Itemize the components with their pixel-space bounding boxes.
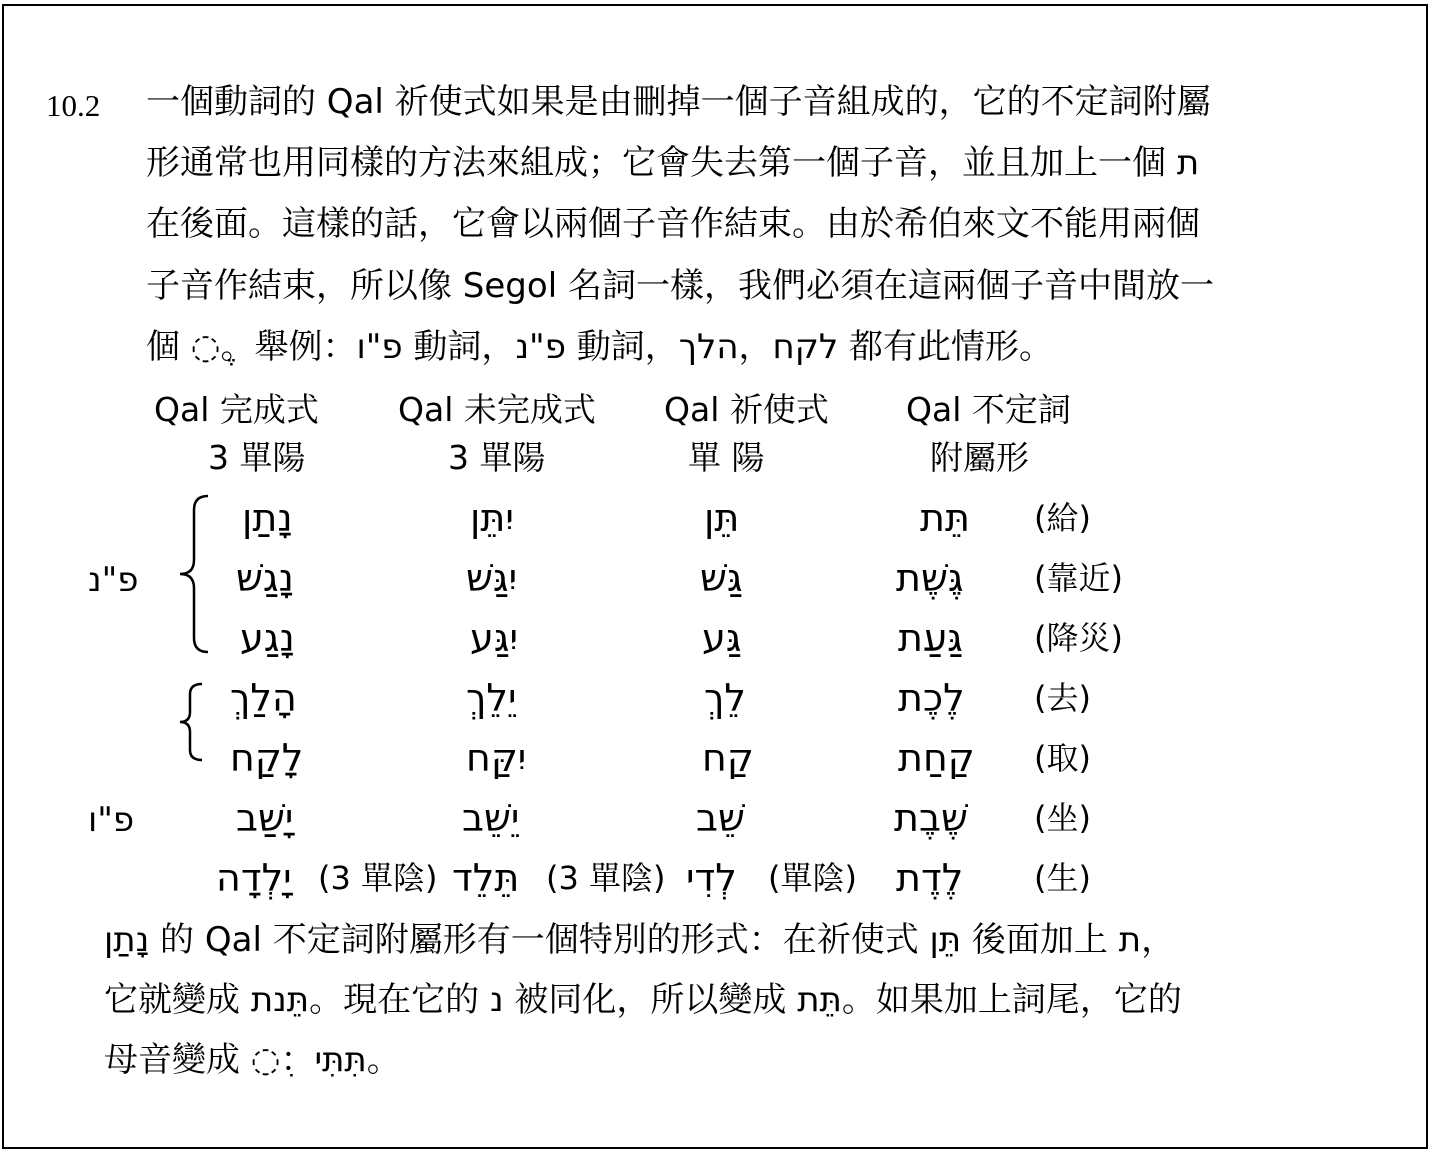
gloss: (生) xyxy=(1034,859,1091,897)
imperative-form: לְדִי xyxy=(686,856,737,900)
frame-left-segment xyxy=(2,4,4,659)
perfect-form: נָגַשׁ xyxy=(236,556,294,600)
gloss: (坐) xyxy=(1034,799,1091,837)
infinitive-form: גַּעַת xyxy=(898,616,963,660)
imperfect-form: יִגַּשׁ xyxy=(466,556,518,600)
infinitive-form: לֶכֶת xyxy=(898,676,965,720)
header-imperative-line2: 單 陽 xyxy=(688,438,765,477)
gloss: (給) xyxy=(1034,499,1091,537)
brace-pe-nun xyxy=(176,494,212,654)
paragraph-line-1: 一個動詞的 Qal 祈使式如果是由刪掉一個子音組成的，它的不定詞附屬 xyxy=(146,82,1211,122)
perfect-form: נָתַן xyxy=(242,496,293,540)
header-infinitive-line2: 附屬形 xyxy=(930,438,1029,477)
group-label-pe-waw: פ"ו xyxy=(88,800,135,840)
imperfect-form: יֵלֵךְ xyxy=(466,676,517,720)
infinitive-form: לֶדֶת xyxy=(896,856,964,900)
section-number: 10.2 xyxy=(46,88,101,123)
infinitive-form: שֶׁבֶת xyxy=(894,796,968,840)
imperative-form: לֵךְ xyxy=(704,676,747,720)
header-imperative-line1: Qal 祈使式 xyxy=(664,390,829,429)
header-perfect-line2: 3 單陽 xyxy=(208,438,306,477)
paragraph-line-3: 在後面。這樣的話，它會以兩個子音作結束。由於希伯來文不能用兩個 xyxy=(146,204,1200,244)
perfect-form: יָשַׁב xyxy=(236,796,294,840)
imperative-form: גַּשׁ xyxy=(700,556,743,600)
header-infinitive-line1: Qal 不定詞 xyxy=(906,390,1071,429)
imperfect-note: (3 單陰) xyxy=(546,859,666,897)
header-imperfect-line1: Qal 未完成式 xyxy=(398,390,596,429)
gloss: (去) xyxy=(1034,679,1091,717)
group-label-pe-nun: פ"נ xyxy=(88,560,139,600)
brace-weak-verbs xyxy=(176,682,206,764)
perfect-form: יָלְדָה xyxy=(216,856,292,900)
imperative-form: גַּע xyxy=(702,616,742,660)
gloss: (取) xyxy=(1034,739,1091,777)
closing-line-1: נָתַן 的 Qal 不定詞附屬形有一個特別的形式：在祈使式 תֵּן 後面加上 ת， xyxy=(104,920,1176,960)
perfect-form: נָגַע xyxy=(240,616,295,660)
imperative-form: שֵׁב xyxy=(696,796,745,840)
imperfect-form: תֵּלֵד xyxy=(452,856,520,900)
gloss: (靠近) xyxy=(1034,559,1123,597)
perfect-note: (3 單陰) xyxy=(318,859,438,897)
paragraph-line-2: 形通常也用同樣的方法來組成；它會失去第一個子音，並且加上一個 ת xyxy=(146,143,1200,183)
imperative-form: תֵּן xyxy=(704,496,740,540)
perfect-form: לָקַח xyxy=(230,736,304,780)
imperative-form: קַח xyxy=(702,736,754,780)
perfect-form: הָלַךְ xyxy=(230,676,297,720)
closing-line-3: 母音變成 ◌ִ：תִּתִּי。 xyxy=(104,1040,401,1080)
imperfect-form: יִגַּע xyxy=(470,616,518,660)
paragraph-line-5: 個 ◌ֶ。舉例：פ"ו 動詞，פ"נ 動詞，לקח，הלך 都有此情形。 xyxy=(146,327,1054,367)
imperfect-form: יֵשֵׁב xyxy=(462,796,520,840)
paragraph-line-4: 子音作結束，所以像 Segol 名詞一樣，我們必須在這兩個子音中間放一 xyxy=(146,266,1214,306)
gloss: (降災) xyxy=(1034,619,1123,657)
imperfect-form: יִקַּח xyxy=(466,736,527,780)
closing-line-2: 它就變成 תֵּנת。現在它的 נ 被同化，所以變成 תֵּת。如果加上詞尾，它的 xyxy=(104,980,1182,1020)
header-perfect-line1: Qal 完成式 xyxy=(154,390,319,429)
infinitive-form: תֵּת xyxy=(920,496,970,540)
header-imperfect-line2: 3 單陽 xyxy=(448,438,546,477)
imperative-note: (單陰) xyxy=(768,859,857,897)
infinitive-form: גֶּשֶׁת xyxy=(896,556,964,600)
imperfect-form: יִתֵּן xyxy=(470,496,514,540)
infinitive-form: קַחַת xyxy=(898,736,975,780)
